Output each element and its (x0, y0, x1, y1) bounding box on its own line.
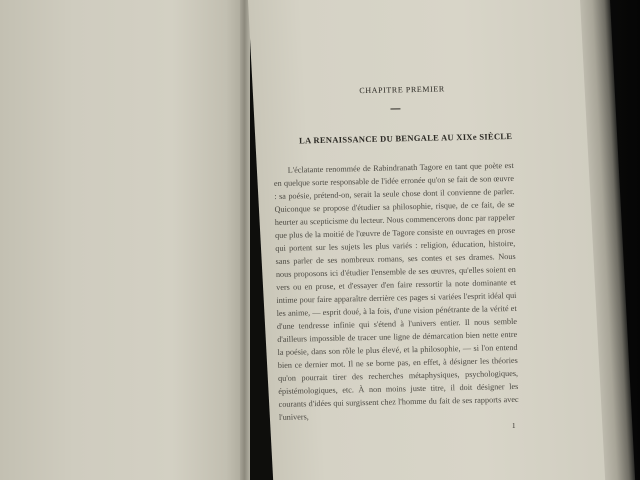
page-number: 1 (512, 422, 516, 430)
chapter-divider (390, 108, 400, 109)
chapter-heading: LA RENAISSANCE DU BENGALE AU XIXe SIÈCLE (298, 130, 513, 146)
page-text-block (272, 83, 519, 424)
chapter-label: CHAPITRE PREMIER (359, 84, 445, 96)
book-gutter (240, 0, 250, 480)
body-paragraph: L'éclatante renommée de Rabindranath Tagore en tant que poète est en quelque sorte responsable de l'idée erronée qu'on se fait de son œuvre : sa poésie, prétend-on, serait la seule chose dont il convienne de parler. Quiconque se propose d'étudier sa philosophie, risque, de ce fait, de se heurter au scepticisme du lecteur. Nous commencerons donc par rappeler que plus de la moitié de l'œuvre de Tagore consiste en ouvrages en prose qui portent sur les sujets les plus variés : religion, éducation, histoire, sans parler de ses nombreux romans, ses contes et ses drames. Nous nous proposons ici d'étudier l'ensemble de ses œuvres, qu'elles soient en vers ou en prose, et d'essayer d'en faire ressortir la note dominante et intime pour faire apparaître derrière ces pages si variées l'esprit idéal qui les anime, — esprit doué, à la fois, d'une vision pénétrante de la vérité et d'une tendresse infinie qui s'étend à l'univers entier. Il nous semble d'ailleurs impossible de tracer une ligne de démarcation bien nette entre la poésie, dans son rôle le plus élevé, et la philosophie, — si l'on entend bien ce dernier mot. Il ne se borne pas, en effet, à désigner les théories qu'on pourrait tirer des recherches métaphysiques, psychologiques, épistémologiques, etc. À non moins juste titre, il doit désigner les courants d'idées qui surgissent chez l'homme du fait de ses rapports avec l'univers, (273, 160, 519, 422)
left-blank-page (0, 0, 246, 480)
